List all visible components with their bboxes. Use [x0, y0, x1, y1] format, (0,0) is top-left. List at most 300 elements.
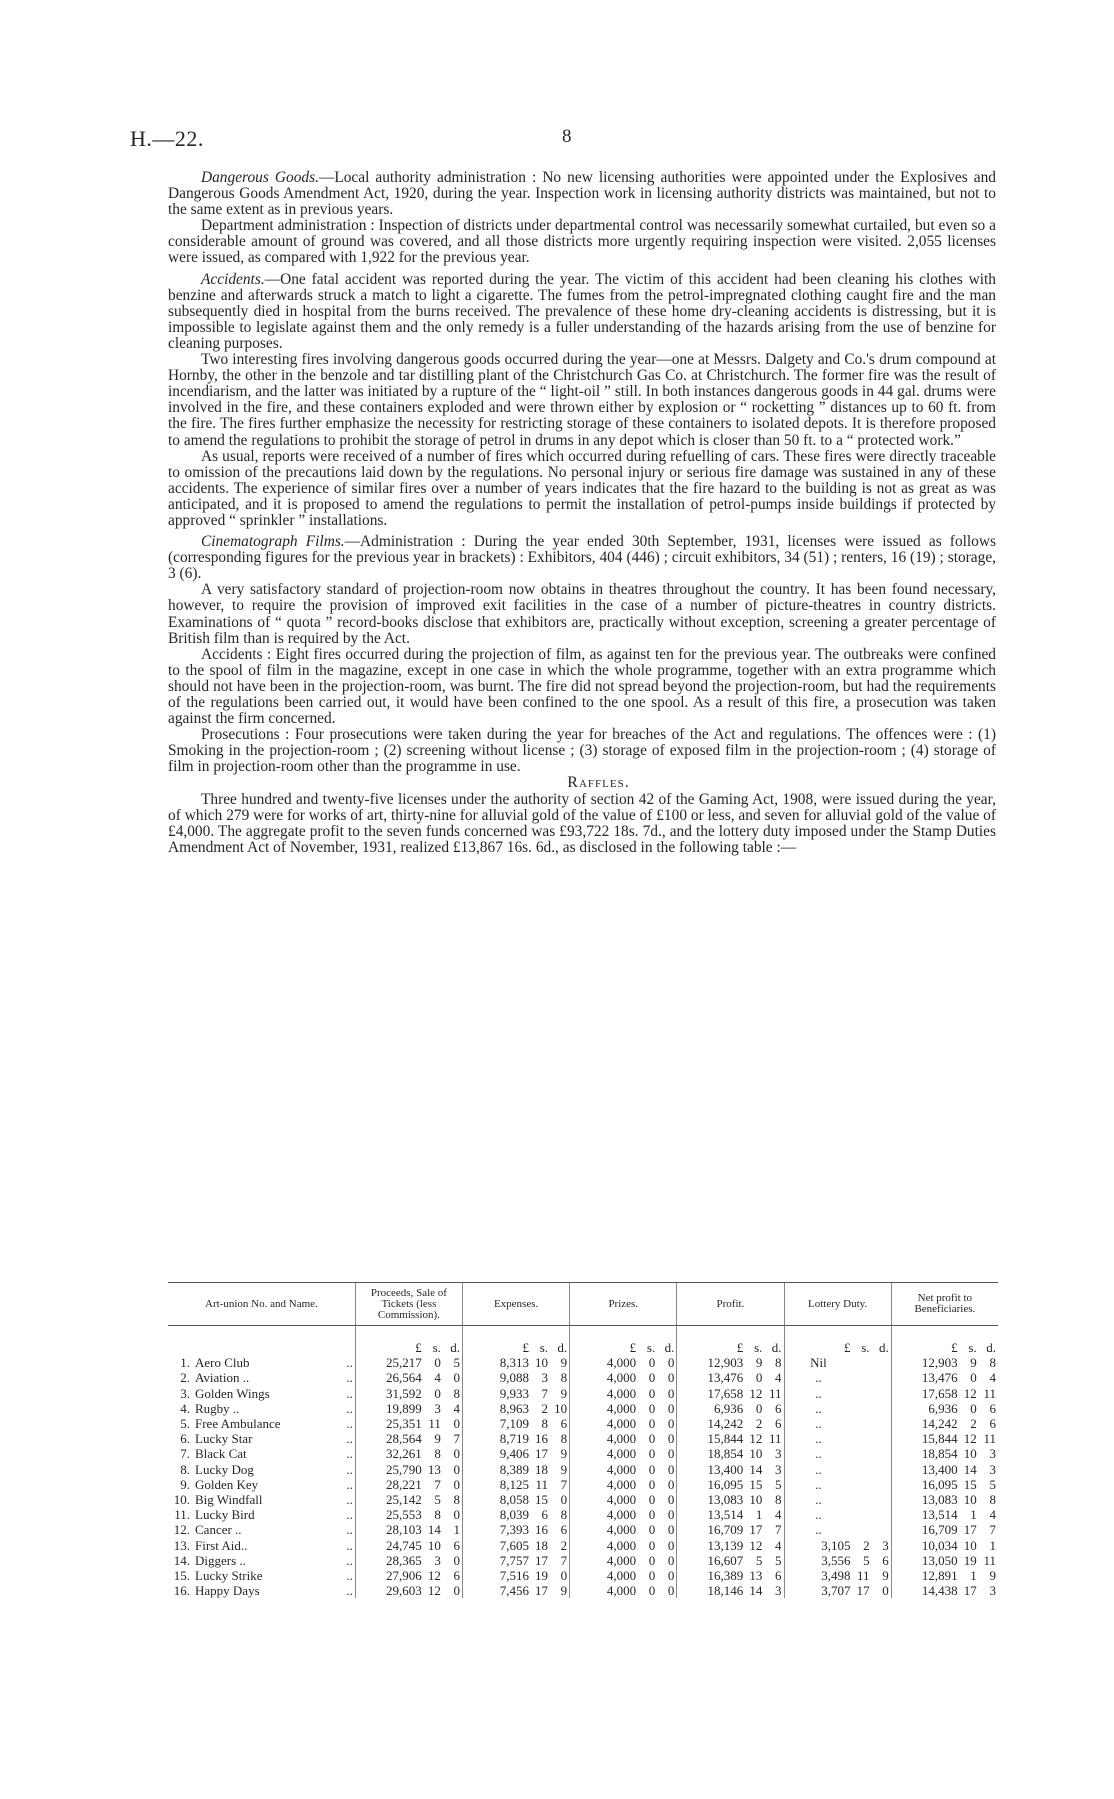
expenses-cell: 8 [560, 1431, 568, 1447]
prizes-cell: 4,000 [570, 1416, 638, 1431]
profit-cell: 6 [775, 1400, 782, 1416]
proceeds-cell: 12 [427, 1583, 441, 1599]
net-cell: 13,050 [891, 1553, 959, 1568]
prizes-cell: 4,000 [570, 1446, 638, 1461]
prizes-cell: 0 [667, 1461, 675, 1477]
expenses-cell: 9 [560, 1355, 568, 1371]
net-cell: 8 [989, 1492, 996, 1508]
proceeds-cell: 9 [434, 1431, 441, 1447]
proceeds-cell: 27,906 [355, 1568, 423, 1583]
paragraph: Three hundred and twenty-five licenses under the authority of section 42 of the Gaming Act, 1908, were issued during the year, of which 279 were for works of art, thirty-nine for alluvial gold of the value of £100 or less, and seven for alluvial gold of the value of £4,000. The aggregate profit to the seven funds concerned was £93,722 18s. 7d., and the lottery duty imposed under the Stamp Duties Amendment Act of November, 1931, realized £13,867 16s. 6d., as disclosed in the following table :— [168, 790, 996, 856]
profit-cell: 13 [749, 1568, 763, 1584]
duty-cell [872, 1462, 892, 1477]
duty-cell [852, 1446, 871, 1461]
proceeds-cell: 0 [453, 1476, 460, 1492]
art-union-name: Lucky Dog [195, 1461, 254, 1477]
prizes-cell: 4,000 [570, 1477, 638, 1492]
prizes-cell: 0 [648, 1492, 656, 1508]
prizes-cell: 4,000 [570, 1431, 638, 1446]
prizes-cell: 4,000 [570, 1401, 638, 1416]
duty-cell [872, 1477, 892, 1492]
art-union-name-cell [168, 1446, 355, 1461]
leader-dots: .. [346, 1416, 353, 1432]
duty-cell [872, 1507, 892, 1522]
art-union-name-cell [168, 1477, 355, 1492]
profit-cell: 4 [775, 1507, 782, 1523]
net-cell: 13,476 [891, 1370, 959, 1385]
expenses-cell: 9,933 [463, 1386, 531, 1401]
profit-cell: 17 [749, 1522, 763, 1538]
net-cell: 15,844 [891, 1431, 959, 1446]
table-row [168, 1583, 998, 1598]
leader-dots: .. [346, 1476, 353, 1492]
expenses-cell: 3 [541, 1370, 549, 1386]
leader-dots: .. [346, 1522, 353, 1538]
duty-cell: 3,498 [784, 1568, 852, 1583]
profit-cell: 10 [749, 1446, 763, 1462]
art-union-name-cell [168, 1492, 355, 1507]
prizes-cell: 0 [648, 1507, 656, 1523]
expenses-cell: 8 [560, 1507, 568, 1523]
unit-label: s. [861, 1340, 870, 1355]
profit-cell: 16,095 [677, 1477, 745, 1492]
profit-cell: 12 [749, 1537, 763, 1553]
duty-cell [872, 1386, 892, 1401]
net-cell: 5 [989, 1476, 996, 1492]
proceeds-cell: 7 [434, 1476, 441, 1492]
prizes-cell: 4,000 [570, 1507, 638, 1522]
profit-cell: 13,083 [677, 1492, 745, 1507]
expenses-cell: 17 [535, 1583, 549, 1599]
proceeds-cell: 25,553 [355, 1507, 423, 1522]
prizes-cell: 0 [667, 1446, 675, 1462]
duty-cell [852, 1386, 871, 1401]
proceeds-cell: 28,564 [355, 1431, 423, 1446]
net-cell: 13,083 [891, 1492, 959, 1507]
proceeds-cell: 28,365 [355, 1553, 423, 1568]
expenses-cell: 2 [541, 1400, 549, 1416]
art-union-name: Aero Club [195, 1355, 250, 1371]
leader-dots: .. [346, 1537, 353, 1553]
paragraph: Cinematograph Films.—Administration : During the year ended 30th September, 1931, licenses were issued as follows (corresponding figures for the previous year in brackets) : Exhibitors, 404 (446) ; circuit exhibitors, 34 (51) ; renters, 16 (19) ; storage, 3 (6). [168, 533, 996, 583]
expenses-cell: 9 [560, 1461, 568, 1477]
expenses-cell: 6 [560, 1522, 568, 1538]
net-cell: 9 [970, 1355, 977, 1371]
row-number: 9. [180, 1476, 190, 1492]
profit-cell: 6,936 [677, 1401, 745, 1416]
art-union-name-cell [168, 1431, 355, 1446]
art-union-name-cell [168, 1538, 355, 1553]
paragraph: Accidents.—One fatal accident was reported during the year. The victim of this accident had been cleaning his clothes with benzine and afterwards struck a match to light a cigarette. The fumes from the petrol-impregnated clothing caught fire and the man subsequently died in hospital from the burns received. The prevalence of these home dry-cleaning accidents is distressing, but it is impossible to legislate against them and the only remedy is a fuller understanding of the hazards arising from the use of benzine for cleaning purposes. [168, 270, 996, 352]
art-union-name: Free Ambulance [195, 1416, 281, 1432]
net-cell: 16,709 [891, 1522, 959, 1537]
expenses-cell: 8,719 [463, 1431, 531, 1446]
duty-cell [872, 1355, 892, 1370]
duty-cell: .. [784, 1370, 852, 1385]
table-row [168, 1492, 998, 1507]
prizes-cell: 4,000 [570, 1492, 638, 1507]
expenses-cell: 7,516 [463, 1568, 531, 1583]
profit-cell: 13,139 [677, 1538, 745, 1553]
table-row [168, 1522, 998, 1537]
proceeds-cell: 28,103 [355, 1522, 423, 1537]
row-number: 1. [180, 1355, 190, 1371]
expenses-cell: 7,456 [463, 1583, 531, 1598]
table-row [168, 1446, 998, 1461]
prizes-cell: 0 [667, 1476, 675, 1492]
row-number: 2. [180, 1370, 190, 1386]
profit-cell: 12,903 [677, 1355, 745, 1370]
expenses-cell: 19 [535, 1568, 549, 1584]
prizes-cell: 0 [667, 1355, 675, 1371]
paragraph-lead: Dangerous Goods. [201, 169, 319, 186]
duty-cell [852, 1477, 871, 1492]
expenses-cell: 7,757 [463, 1553, 531, 1568]
duty-cell [872, 1370, 892, 1385]
net-cell: 1 [970, 1568, 977, 1584]
expenses-cell: 17 [535, 1552, 549, 1568]
paragraph: Department administration : Inspection of districts under departmental control was necessarily somewhat curtailed, but even so a considerable amount of ground was covered, and all those districts more urgently requiring inspection were visited. 2,055 licenses were issued, as compared with 1,922 for the previous year. [168, 217, 996, 267]
expenses-cell: 8,389 [463, 1462, 531, 1477]
table-row [168, 1538, 998, 1553]
profit-cell: 18,146 [677, 1583, 745, 1598]
prizes-cell: 4,000 [570, 1462, 638, 1477]
prizes-cell: 0 [648, 1568, 656, 1584]
net-cell: 3 [989, 1446, 996, 1462]
duty-cell [872, 1446, 892, 1461]
proceeds-cell: 26,564 [355, 1370, 423, 1385]
profit-cell: 14,242 [677, 1416, 745, 1431]
profit-cell: 14 [749, 1583, 763, 1599]
prizes-cell: 0 [648, 1583, 656, 1599]
proceeds-cell: 4 [453, 1400, 460, 1416]
art-union-name-cell [168, 1462, 355, 1477]
net-cell: 2 [970, 1416, 977, 1432]
column-header: Art-union No. and Name. [168, 1283, 355, 1326]
duty-cell: 5 [863, 1552, 870, 1568]
expenses-cell: 8,039 [463, 1507, 531, 1522]
row-number: 7. [180, 1446, 190, 1462]
duty-cell: .. [784, 1507, 852, 1522]
paragraph: As usual, reports were received of a number of fires which occurred during refuelling of cars. These fires were directly traceable to omission of the precautions laid down by the regulations. No personal injury or serious fire damage was sustained in any of these accidents. The experience of similar fires over a number of years indicates that the fire hazard to the building is not as great as was anticipated, and it is proposed to amend the regulations to permit the installation of petrol-pumps inside buildings if protected by approved “ sprinkler ” installations. [168, 447, 996, 529]
duty-cell: .. [784, 1431, 852, 1446]
expenses-cell: 17 [535, 1446, 549, 1462]
row-number: 13. [173, 1537, 190, 1553]
proceeds-cell: 25,790 [355, 1462, 423, 1477]
art-union-name-cell [168, 1416, 355, 1431]
expenses-cell: 7 [560, 1552, 568, 1568]
art-union-name-cell [168, 1553, 355, 1568]
row-number: 15. [173, 1568, 190, 1584]
net-cell: 13,514 [891, 1507, 959, 1522]
column-header: Prizes. [570, 1283, 677, 1326]
leader-dots: .. [346, 1583, 353, 1599]
duty-cell [852, 1401, 871, 1416]
expenses-cell: 7 [560, 1476, 568, 1492]
proceeds-cell: 6 [453, 1537, 460, 1553]
duty-cell [872, 1492, 892, 1507]
net-cell: 11 [983, 1552, 996, 1568]
proceeds-cell: 25,217 [355, 1355, 423, 1370]
prizes-cell: 4,000 [570, 1583, 638, 1598]
unit-label: d. [878, 1340, 889, 1355]
raffles-table-wrap [168, 1282, 998, 1598]
proceeds-cell: 28,221 [355, 1477, 423, 1492]
expenses-cell: 9 [560, 1446, 568, 1462]
prizes-cell: 0 [648, 1446, 656, 1462]
profit-cell: 12 [749, 1385, 763, 1401]
profit-cell: 11 [768, 1431, 782, 1447]
proceeds-cell: 29,603 [355, 1583, 423, 1598]
net-cell: 4 [989, 1370, 996, 1386]
table-row [168, 1431, 998, 1446]
proceeds-cell: 11 [428, 1416, 441, 1432]
art-union-name: Lucky Bird [195, 1507, 255, 1523]
proceeds-cell: 7 [453, 1431, 460, 1447]
duty-cell: 9 [882, 1568, 889, 1584]
profit-cell: 1 [755, 1507, 763, 1523]
net-cell: 12 [963, 1385, 977, 1401]
proceeds-cell: 0 [453, 1552, 460, 1568]
expenses-cell: 16 [535, 1522, 549, 1538]
duty-cell [852, 1507, 871, 1522]
proceeds-cell: 32,261 [355, 1446, 423, 1461]
art-union-name: Black Cat [195, 1446, 247, 1462]
table-row [168, 1462, 998, 1477]
prizes-cell: 0 [667, 1552, 675, 1568]
document-code: H.—22. [130, 126, 204, 151]
proceeds-cell: 31,592 [355, 1386, 423, 1401]
unit-label: s. [754, 1340, 763, 1355]
proceeds-cell: 0 [453, 1583, 460, 1599]
profit-cell: 5 [755, 1552, 763, 1568]
net-cell: 8 [989, 1355, 996, 1371]
expenses-cell: 9,088 [463, 1370, 531, 1385]
art-union-name-cell [168, 1386, 355, 1401]
profit-cell: 3 [775, 1461, 782, 1477]
profit-cell: 8 [775, 1492, 782, 1508]
profit-cell: 15 [749, 1476, 763, 1492]
profit-cell: 4 [775, 1370, 782, 1386]
profit-cell: 5 [775, 1476, 782, 1492]
net-cell: 12,903 [891, 1355, 959, 1370]
profit-cell: 9 [755, 1355, 763, 1371]
page-number: 8 [562, 126, 572, 147]
proceeds-cell: 1 [453, 1522, 460, 1538]
row-number: 8. [180, 1461, 190, 1477]
net-cell: 6 [989, 1400, 996, 1416]
table-row [168, 1553, 998, 1568]
art-union-name-cell [168, 1355, 355, 1370]
duty-cell [852, 1416, 871, 1431]
net-cell: 4 [989, 1507, 996, 1523]
expenses-cell: 18 [535, 1537, 549, 1553]
expenses-cell: 8,125 [463, 1477, 531, 1492]
paragraph: A very satisfactory standard of projection-room now obtains in theatres throughout the country. It has been found necessary, however, to require the provision of improved exit facilities in the case of a number of picture-theatres in country districts. Examinations of “ quota ” record-books disclose that exhibitors are, practically without exception, screening a greater percentage of British film than is required by the Act. [168, 581, 996, 647]
expenses-cell: 0 [560, 1492, 568, 1508]
duty-cell: 3 [882, 1537, 889, 1553]
art-union-name-cell [168, 1370, 355, 1385]
expenses-cell: 8,963 [463, 1401, 531, 1416]
duty-cell [872, 1522, 892, 1537]
proceeds-cell: 8 [453, 1492, 460, 1508]
column-header: Profit. [677, 1283, 784, 1326]
prizes-cell: 0 [667, 1537, 675, 1553]
art-union-name: Golden Key [195, 1476, 259, 1492]
column-header: Expenses. [463, 1283, 570, 1326]
expenses-cell: 8,058 [463, 1492, 531, 1507]
row-number: 4. [180, 1400, 190, 1416]
proceeds-cell: 0 [453, 1507, 460, 1523]
prizes-cell: 0 [648, 1416, 656, 1432]
expenses-cell: 18 [535, 1461, 549, 1477]
paragraph: Dangerous Goods.—Local authority administration : No new licensing authorities were appointed under the Explosives and Dangerous Goods Amendment Act, 1920, during the year. Inspection work in licensing authority districts was maintained, but not to the same extent as in previous years. [168, 169, 996, 219]
paragraph-lead: Accidents. [201, 270, 265, 288]
profit-cell: 0 [755, 1370, 763, 1386]
profit-cell: 17,658 [677, 1386, 745, 1401]
duty-cell: Nil [784, 1355, 852, 1370]
unit-label: £ [463, 1326, 531, 1356]
net-cell: 10,034 [891, 1538, 959, 1553]
art-union-name-cell [168, 1583, 355, 1598]
proceeds-cell: 5 [434, 1492, 441, 1508]
art-union-name: Lucky Star [195, 1431, 253, 1447]
row-number: 14. [173, 1552, 190, 1568]
expenses-cell: 7,109 [463, 1416, 531, 1431]
unit-label: s. [646, 1340, 656, 1355]
expenses-cell: 10 [535, 1355, 549, 1371]
expenses-cell: 7,605 [463, 1538, 531, 1553]
net-cell: 10 [963, 1537, 977, 1553]
prizes-cell: 0 [667, 1431, 675, 1447]
duty-cell: .. [784, 1401, 852, 1416]
net-cell: 14 [963, 1461, 977, 1477]
row-number: 6. [180, 1431, 190, 1447]
net-cell: 11 [983, 1385, 996, 1401]
leader-dots: .. [346, 1446, 353, 1462]
expenses-cell: 15 [535, 1492, 549, 1508]
row-number: 5. [180, 1416, 190, 1432]
net-cell: 13,400 [891, 1462, 959, 1477]
expenses-cell: 6 [560, 1416, 568, 1432]
prizes-cell: 4,000 [570, 1386, 638, 1401]
net-cell: 16,095 [891, 1477, 959, 1492]
duty-cell: 3,707 [784, 1583, 852, 1598]
art-union-name: Lucky Strike [195, 1568, 263, 1584]
duty-cell: .. [784, 1492, 852, 1507]
art-union-name-cell [168, 1401, 355, 1416]
art-union-name-cell [168, 1507, 355, 1522]
duty-cell: 3,556 [784, 1553, 852, 1568]
table-row [168, 1370, 998, 1385]
net-cell: 1 [970, 1507, 977, 1523]
duty-cell [852, 1431, 871, 1446]
paragraph: Two interesting fires involving dangerous goods occurred during the year—one at Messrs. Dalgety and Co.'s drum compound at Hornby, the other in the benzole and tar distilling plant of the Christchurch Gas Co. at Christchurch. The former fire was the result of incendiarism, and the latter was initiated by a rupture of the “ light-oil ” still. In both instances dangerous goods in 44 gal. drums were involved in the fire, and these containers exploded and were thrown either by explosion or “ rocketting ” distances up to 60 ft. from the fire. The fires further emphasize the necessity for restricting storage of these containers to isolated depots. It is therefore proposed to amend the regulations to prohibit the storage of petrol in drums in any depot which is closer than 50 ft. to a “ protected work.” [168, 351, 996, 449]
duty-cell [852, 1355, 871, 1370]
expenses-cell: 2 [560, 1537, 568, 1553]
table-row [168, 1568, 998, 1583]
unit-label: £ [677, 1326, 745, 1356]
net-cell: 17,658 [891, 1386, 959, 1401]
net-cell: 14,438 [891, 1583, 959, 1598]
profit-cell: 14 [749, 1461, 763, 1477]
proceeds-cell: 10 [427, 1537, 441, 1553]
unit-label: d. [986, 1340, 996, 1355]
leader-dots: .. [346, 1461, 353, 1477]
section-heading: Raffles. [567, 774, 630, 792]
net-cell: 0 [970, 1400, 977, 1416]
table-row [168, 1401, 998, 1416]
profit-cell: 6 [775, 1568, 782, 1584]
proceeds-cell: 5 [453, 1355, 460, 1371]
unit-label: s. [432, 1340, 441, 1355]
net-cell: 11 [983, 1431, 996, 1447]
profit-cell: 3 [775, 1446, 782, 1462]
prizes-cell: 4,000 [570, 1370, 638, 1385]
leader-dots: .. [346, 1370, 353, 1386]
duty-cell [872, 1416, 892, 1431]
profit-cell: 16,607 [677, 1553, 745, 1568]
leader-dots: .. [346, 1568, 353, 1584]
prizes-cell: 4,000 [570, 1568, 638, 1583]
proceeds-cell: 24,745 [355, 1538, 423, 1553]
net-cell: 3 [989, 1583, 996, 1599]
prizes-cell: 0 [648, 1476, 656, 1492]
prizes-cell: 4,000 [570, 1355, 638, 1370]
prizes-cell: 0 [648, 1370, 656, 1386]
duty-cell [852, 1370, 871, 1385]
profit-cell: 4 [775, 1537, 782, 1553]
column-header: Net profit to Beneficiaries. [891, 1283, 998, 1326]
table-row [168, 1507, 998, 1522]
paragraph: Prosecutions : Four prosecutions were taken during the year for breaches of the Act and regulations. The offences were : (1) Smoking in the projection-room ; (2) screening without license ; (3) storage of exposed film in the projection-room ; (4) storage of film in projection-room other than the programme in use. [168, 726, 996, 776]
prizes-cell: 0 [667, 1522, 675, 1538]
unit-label: s. [968, 1340, 977, 1355]
net-cell: 6,936 [891, 1401, 959, 1416]
prizes-cell: 0 [667, 1583, 675, 1599]
table-row [168, 1386, 998, 1401]
expenses-cell: 6 [541, 1507, 549, 1523]
proceeds-cell: 4 [434, 1370, 441, 1386]
duty-cell: .. [784, 1522, 852, 1537]
profit-cell: 16,389 [677, 1568, 745, 1583]
leader-dots: .. [346, 1507, 353, 1523]
net-cell: 12 [963, 1431, 977, 1447]
net-cell: 19 [963, 1552, 977, 1568]
profit-cell: 16,709 [677, 1522, 745, 1537]
prizes-cell: 0 [648, 1537, 656, 1553]
art-union-name-cell [168, 1522, 355, 1537]
expenses-cell: 9 [560, 1583, 568, 1599]
profit-cell: 13,514 [677, 1507, 745, 1522]
net-cell: 1 [989, 1537, 996, 1553]
duty-cell: 2 [863, 1537, 870, 1553]
net-cell: 12,891 [891, 1568, 959, 1583]
unit-label: £ [355, 1326, 423, 1356]
duty-cell: 11 [857, 1568, 870, 1584]
unit-label: s. [539, 1340, 549, 1355]
prizes-cell: 0 [667, 1492, 675, 1508]
expenses-cell: 9,406 [463, 1446, 531, 1461]
profit-cell: 3 [775, 1583, 782, 1599]
table-row [168, 1477, 998, 1492]
duty-cell [872, 1431, 892, 1446]
proceeds-cell: 19,899 [355, 1401, 423, 1416]
net-cell: 15 [963, 1476, 977, 1492]
prizes-cell: 0 [648, 1400, 656, 1416]
proceeds-cell: 0 [453, 1461, 460, 1477]
proceeds-cell: 0 [434, 1355, 441, 1371]
